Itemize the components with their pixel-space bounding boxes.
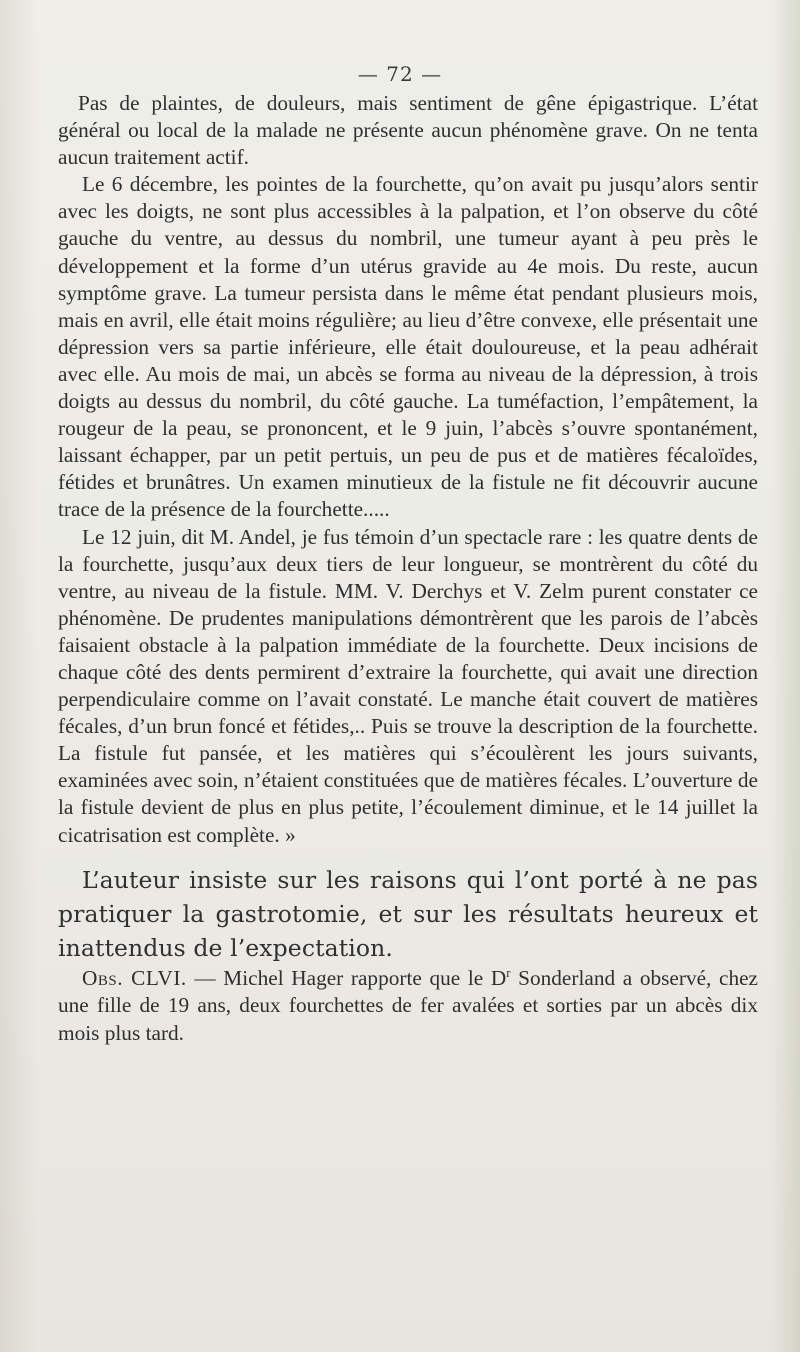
body-text — [58, 90, 758, 1047]
paragraph-complaints: Pas de plaintes, de douleurs, mais sentiment de gêne épigastrique. L’état général ou local de la malade ne présente aucun phénomène grave. On ne tenta aucun traitement actif. — [58, 91, 758, 170]
paragraph-june-extraction: Le 12 juin, dit M. Andel, je fus témoin d’un spectacle rare : les quatre dents de la fourchette, jusqu’aux deux tiers de leur longueur, se montrèrent du côté du ventre, au niveau de la fistule. MM. V. Derchys et V. Zelm purent constater ce phénomène. De prudentes manipulations démontrèrent que les parois de l’abcès faisaient obstacle à la palpation immédiate de la fourchette. Deux incisions de chaque côté des dents permirent d’extraire la fourchette, qui avait une direction perpendiculaire comme on l’avait constaté. Le manche était couvert de matières fécales, d’un brun foncé et fétides,.. Puis se trouve la description de la fourchette. La fistule fut pansée, et les matières qui s’écoulèrent les jours suivants, examinées avec soin, n’étaient constituées que de matières fécales. L’ouverture de la fistule devient de plus en plus petite, l’écoulement diminue, et le 14 juillet la cicatrisation est complète. » — [58, 524, 758, 847]
author-note: L’auteur insiste sur les raisons qui l’ont porté à ne pas pratiquer la gastrotomie, et sur les résultats heureux et inattendus de l’expectation. — [58, 865, 758, 962]
observation-sup: r — [506, 965, 511, 980]
paragraph-december-tumor: Le 6 décembre, les pointes de la fourchette, qu’on avait pu jusqu’alors sentir avec les doigts, ne sont plus accessibles à la palpation, et l’on observe du côté gauche du ventre, au dessus du nombril, une tumeur ayant à peu près le développement et la forme d’un utérus gravide au 4e mois. Du reste, aucun symptôme grave. La tumeur persista dans le même état pendant plusieurs mois, mais en avril, elle était moins régulière; au lieu d’être convexe, elle présentait une dépression vers sa partie inférieure, elle était douloureuse, et la peau adhérait avec elle. Au mois de mai, un abcès se forma au niveau de la dépression, à trois doigts au dessus du nombril, du côté gauche. La tuméfaction, l’empâtement, la rougeur de la peau, se prononcent, et le 9 juin, l’abcès s’ouvre spontanément, laissant échapper, par un petit pertuis, un peu de pus et de matières fécaloïdes, fétides et brunâtres. Un examen minutieux de la fistule ne fit découvrir aucune trace de la présence de la fourchette..... — [58, 172, 758, 522]
observation-text-after: Sonderland a observé, chez une fille de 19 ans, deux fourchettes de fer avalées et sorties par un abcès dix mois plus tard. — [58, 965, 758, 1045]
observation-clvi — [58, 965, 758, 1048]
observation-label: Obs. CLVI. — [82, 965, 187, 990]
observation-text: — Michel Hager rapporte que le D — [186, 965, 507, 990]
page-number: — 72 — — [357, 62, 443, 86]
